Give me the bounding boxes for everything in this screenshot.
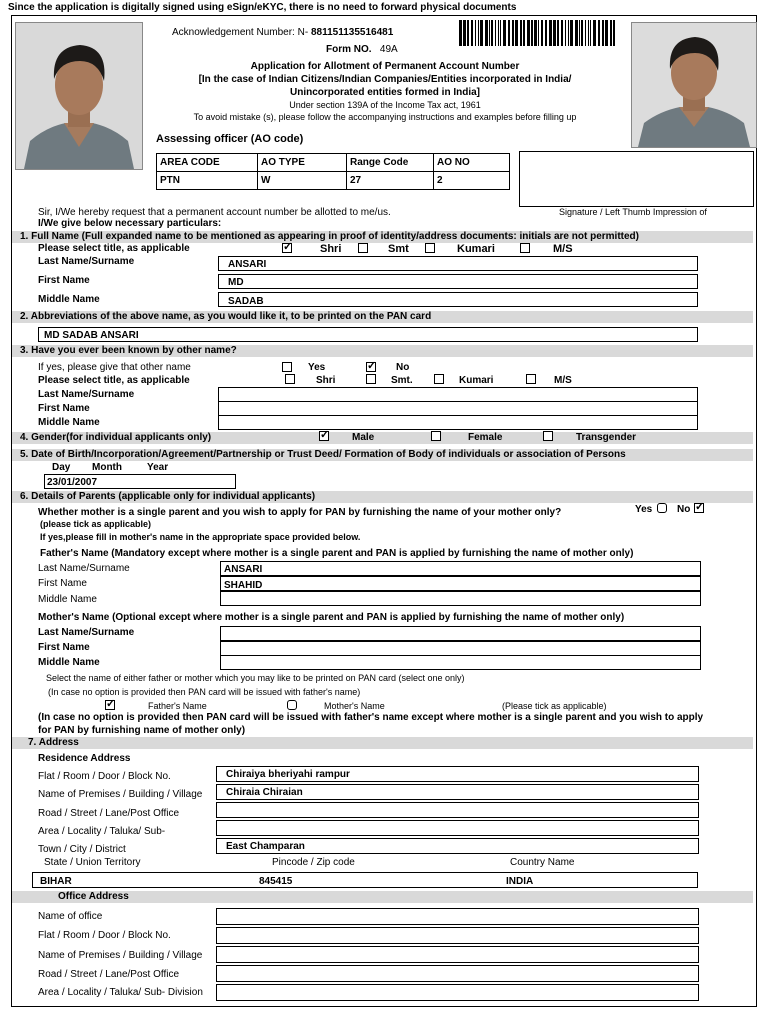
applicant-photo-right	[631, 22, 757, 148]
father-last-value: ANSARI	[224, 564, 263, 575]
barcode-bar	[523, 20, 525, 46]
ao-type-value: W	[258, 172, 347, 190]
barcode-bar	[531, 20, 533, 46]
barcode-bar	[549, 20, 552, 46]
single-parent-question: Whether mother is a single parent and you wish to apply for PAN by furnishing the name of your mother only?	[38, 507, 562, 518]
area-field[interactable]	[216, 820, 699, 836]
other-name-prompt: If yes, please give that other name	[38, 362, 191, 373]
father-last-field[interactable]	[220, 561, 701, 576]
section-7-bar	[12, 737, 753, 749]
ao-header: AO TYPE	[258, 154, 347, 172]
premises-label: Name of Premises / Building / Village	[38, 789, 203, 800]
state-pin-country-field[interactable]	[32, 872, 698, 888]
ao-header: AO NO	[434, 154, 510, 172]
barcode-bar	[508, 20, 510, 46]
other-title-kumari-checkbox[interactable]	[434, 374, 444, 384]
section-5-heading: 5. Date of Birth/Incorporation/Agreement/Partnership or Trust Deed/ Formation of Body of individuals or association of Persons	[20, 449, 626, 460]
barcode-bar	[475, 20, 476, 46]
dob-value: 23/01/2007	[47, 477, 98, 488]
mother-heading: Mother's Name (Optional except where mother is a single parent and PAN is applied by furnishing the name of mother only)	[38, 612, 625, 623]
barcode-bar	[557, 20, 559, 46]
middle-name-label: Middle Name	[38, 294, 100, 305]
title-kumari-label: Kumari	[457, 243, 495, 255]
other-title-kumari-label: Kumari	[459, 375, 494, 386]
father-last-label: Last Name/Surname	[38, 563, 130, 574]
gender-transgender-checkbox[interactable]	[543, 431, 553, 441]
barcode-bar	[570, 20, 573, 46]
final-note-2: for PAN by furnishing name of mother only)	[38, 725, 246, 736]
barcode-bar	[585, 20, 586, 46]
barcode-bar	[527, 20, 530, 46]
gender-female-checkbox[interactable]	[431, 431, 441, 441]
barcode-bar	[590, 20, 591, 46]
other-title-smt-checkbox[interactable]	[366, 374, 376, 384]
pan-card-name-value: MD SADAB ANSARI	[44, 330, 139, 341]
barcode-bar	[463, 20, 466, 46]
office-area-label: Area / Locality / Taluka/ Sub- Division	[38, 987, 203, 998]
residence-heading: Residence Address	[38, 753, 131, 764]
section-7-heading: 7. Address	[28, 737, 79, 748]
other-title-shri-label: Shri	[316, 375, 336, 386]
other-last-field[interactable]	[218, 387, 698, 402]
last-name-label: Last Name/Surname	[38, 256, 135, 267]
title-smt-label: Smt	[388, 243, 409, 255]
road-field[interactable]	[216, 802, 699, 818]
area-label: Area / Locality / Taluka/ Sub-	[38, 826, 166, 837]
tick-note-2: (Please tick as applicable)	[502, 701, 607, 711]
other-first-field[interactable]	[218, 401, 698, 416]
final-note-1: (In case no option is provided then PAN card will be issued with father's name except where mother is a single parent and you wish to apply	[38, 712, 704, 723]
barcode-bar	[579, 20, 580, 46]
barcode-bar	[602, 20, 604, 46]
esign-notice: Since the application is digitally signed using eSign/eKYC, there is no need to forward physical documents	[8, 2, 517, 13]
other-title-smt-label: Smt.	[391, 375, 413, 386]
flat-label: Flat / Room / Door / Block No.	[38, 771, 171, 782]
barcode-bar	[520, 20, 522, 46]
other-name-no-checkbox[interactable]	[366, 362, 376, 372]
gender-transgender-label: Transgender	[576, 432, 637, 443]
pincode-label: Pincode / Zip code	[272, 857, 355, 868]
mother-middle-label: Middle Name	[38, 657, 100, 668]
last-name-value: ANSARI	[228, 259, 267, 270]
title-kumari-checkbox[interactable]	[425, 243, 435, 253]
barcode-bar	[538, 20, 539, 46]
section-4-heading: 4. Gender(for individual applicants only)	[20, 432, 212, 443]
pincode-value: 845415	[259, 876, 293, 887]
section-1-heading: 1. Full Name (Full expanded name to be mentioned as appearing in proof of identity/address documents: initials are not permitted)	[20, 231, 639, 242]
office-area-field[interactable]	[216, 984, 699, 1001]
father-first-value: SHAHID	[224, 580, 263, 591]
other-name-no-label: No	[396, 362, 410, 373]
title-shri-label: Shri	[320, 243, 342, 255]
barcode-bar	[534, 20, 537, 46]
office-premises-field[interactable]	[216, 946, 699, 963]
barcode-bar	[588, 20, 589, 46]
barcode-bar	[598, 20, 600, 46]
father-first-label: First Name	[38, 578, 87, 589]
office-name-label: Name of office	[38, 911, 103, 922]
section-3-heading: 3. Have you ever been known by other name?	[20, 345, 237, 356]
barcode-bar	[565, 20, 566, 46]
office-name-field[interactable]	[216, 908, 699, 925]
title-smt-checkbox[interactable]	[358, 243, 368, 253]
form-title: Application for Allotment of Permanent Account Number [In the case of Indian Citizens/Indian Companies/Entities incorporated in India/ Unincorporated entities formed in India]	[198, 61, 572, 98]
town-label: Town / City / District	[38, 844, 126, 855]
barcode-bar	[498, 20, 499, 46]
mother-first-label: First Name	[38, 642, 90, 653]
barcode-bar	[489, 20, 490, 46]
ao-code-table	[156, 153, 510, 190]
father-middle-label: Middle Name	[38, 594, 97, 605]
town-value: East Champaran	[226, 841, 305, 852]
dob-month-label: Month	[92, 462, 122, 473]
barcode-bar	[553, 20, 556, 46]
signature-box	[519, 151, 754, 207]
print-mother-label: Mother's Name	[324, 701, 385, 711]
other-last-label: Last Name/Surname	[38, 389, 135, 400]
office-premises-label: Name of Premises / Building / Village	[38, 950, 203, 961]
office-flat-label: Flat / Room / Door / Block No.	[38, 930, 171, 941]
barcode-bar	[545, 20, 547, 46]
single-parent-no-label: No	[677, 504, 691, 515]
barcode-bar	[581, 20, 583, 46]
request-line: Sir, I/We hereby request that a permanent account number be allotted to me/us.	[38, 207, 391, 218]
barcode-bar	[471, 20, 473, 46]
first-name-label: First Name	[38, 275, 90, 286]
road-label: Road / Street / Lane/Post Office	[38, 808, 180, 819]
office-road-label: Road / Street / Lane/Post Office	[38, 969, 180, 980]
father-middle-field[interactable]	[220, 591, 701, 606]
father-first-field[interactable]	[220, 576, 701, 591]
dob-year-label: Year	[147, 462, 169, 473]
barcode-bar	[485, 20, 488, 46]
gender-female-label: Female	[468, 432, 503, 443]
premises-value: Chiraia Chiraian	[226, 787, 303, 798]
single-parent-no-checkbox[interactable]	[694, 503, 704, 513]
barcode-bar	[605, 20, 608, 46]
section-6-heading: 6. Details of Parents (applicable only for individual applicants)	[20, 491, 316, 502]
first-name-field[interactable]	[218, 274, 698, 289]
barcode-bar	[561, 20, 563, 46]
gender-male-label: Male	[352, 432, 375, 443]
ao-header: Range Code	[347, 154, 434, 172]
title-shri-checkbox[interactable]	[282, 243, 292, 253]
father-heading: Father's Name (Mandatory except where mother is a single parent and PAN is applied by furnishing the name of mother only)	[40, 548, 634, 559]
signature-caption: Signature / Left Thumb Impression of	[559, 207, 707, 217]
section-2-heading: 2. Abbreviations of the above name, as you would like it, to be printed on the PAN card	[20, 311, 432, 322]
barcode-bar	[575, 20, 578, 46]
barcode-bar	[541, 20, 543, 46]
select-name-note: Select the name of either father or mother which you may like to be printed on PAN card (select one only)	[46, 673, 465, 683]
gender-male-checkbox[interactable]	[319, 431, 329, 441]
area-code-value: PTN	[157, 172, 258, 190]
state-label: State / Union Territory	[44, 857, 141, 868]
barcode-bar	[459, 20, 462, 46]
barcode-bar	[491, 20, 493, 46]
barcode-bar	[467, 20, 469, 46]
mother-middle-field[interactable]	[220, 655, 701, 670]
mother-last-label: Last Name/Surname	[38, 627, 135, 638]
ao-no-value: 2	[434, 172, 510, 190]
barcode-bar	[495, 20, 496, 46]
other-title-shri-checkbox[interactable]	[285, 374, 295, 384]
acknowledgement: Acknowledgement Number: N- 881151135516481	[172, 27, 394, 38]
default-name-note: (In case no option is provided then PAN card will be issued with father's name)	[48, 687, 361, 697]
single-parent-yes-label: Yes	[635, 504, 653, 515]
office-flat-field[interactable]	[216, 927, 699, 944]
flat-value: Chiraiya bheriyahi rampur	[226, 769, 350, 780]
applicant-photo-left	[15, 22, 143, 170]
middle-name-value: SADAB	[228, 296, 264, 307]
mother-first-field[interactable]	[220, 641, 701, 656]
barcode-bar	[500, 20, 501, 46]
barcode-bar	[593, 20, 596, 46]
section-ref: Under section 139A of the Income Tax act, 1961	[289, 100, 481, 110]
barcode	[458, 20, 618, 51]
request-line-2: I/We give below necessary particulars:	[38, 218, 222, 229]
other-title-ms-checkbox[interactable]	[526, 374, 536, 384]
barcode-bar	[515, 20, 518, 46]
ao-heading: Assessing officer (AO code)	[156, 133, 304, 145]
instructions-note: To avoid mistake (s), please follow the accompanying instructions and examples before filling up	[193, 112, 577, 122]
state-value: BIHAR	[40, 876, 72, 887]
tick-note: (please tick as applicable)	[40, 519, 152, 529]
barcode-bar	[512, 20, 514, 46]
ao-header: AREA CODE	[157, 154, 258, 172]
print-father-label: Father's Name	[148, 701, 207, 711]
range-code-value: 27	[347, 172, 434, 190]
office-heading: Office Address	[58, 891, 129, 902]
other-name-yes-label: Yes	[308, 362, 326, 373]
barcode-bar	[610, 20, 612, 46]
last-name-field[interactable]	[218, 256, 698, 271]
office-road-field[interactable]	[216, 965, 699, 982]
barcode-bar	[613, 20, 615, 46]
other-middle-label: Middle Name	[38, 417, 100, 428]
dob-day-label: Day	[52, 462, 71, 473]
form-number: Form NO. 49A	[326, 44, 398, 55]
mother-last-field[interactable]	[220, 626, 701, 641]
title-prompt: Please select title, as applicable	[38, 243, 190, 254]
country-value: INDIA	[506, 876, 534, 887]
title-ms-label: M/S	[553, 243, 573, 255]
barcode-bar	[568, 20, 569, 46]
other-title-ms-label: M/S	[554, 375, 572, 386]
print-mother-checkbox[interactable]	[287, 700, 297, 710]
country-label: Country Name	[510, 857, 575, 868]
other-middle-field[interactable]	[218, 415, 698, 430]
other-name-yes-checkbox[interactable]	[282, 362, 292, 372]
barcode-bar	[503, 20, 506, 46]
barcode-bar	[480, 20, 483, 46]
print-father-checkbox[interactable]	[105, 700, 115, 710]
barcode-bar	[478, 20, 479, 46]
middle-name-field[interactable]	[218, 292, 698, 307]
single-parent-yes-checkbox[interactable]	[657, 503, 667, 513]
fill-note: If yes,please fill in mother's name in the appropriate space provided below.	[40, 532, 361, 542]
title-ms-checkbox[interactable]	[520, 243, 530, 253]
first-name-value: MD	[228, 277, 244, 288]
other-first-label: First Name	[38, 403, 90, 414]
other-title-prompt: Please select title, as applicable	[38, 375, 190, 386]
